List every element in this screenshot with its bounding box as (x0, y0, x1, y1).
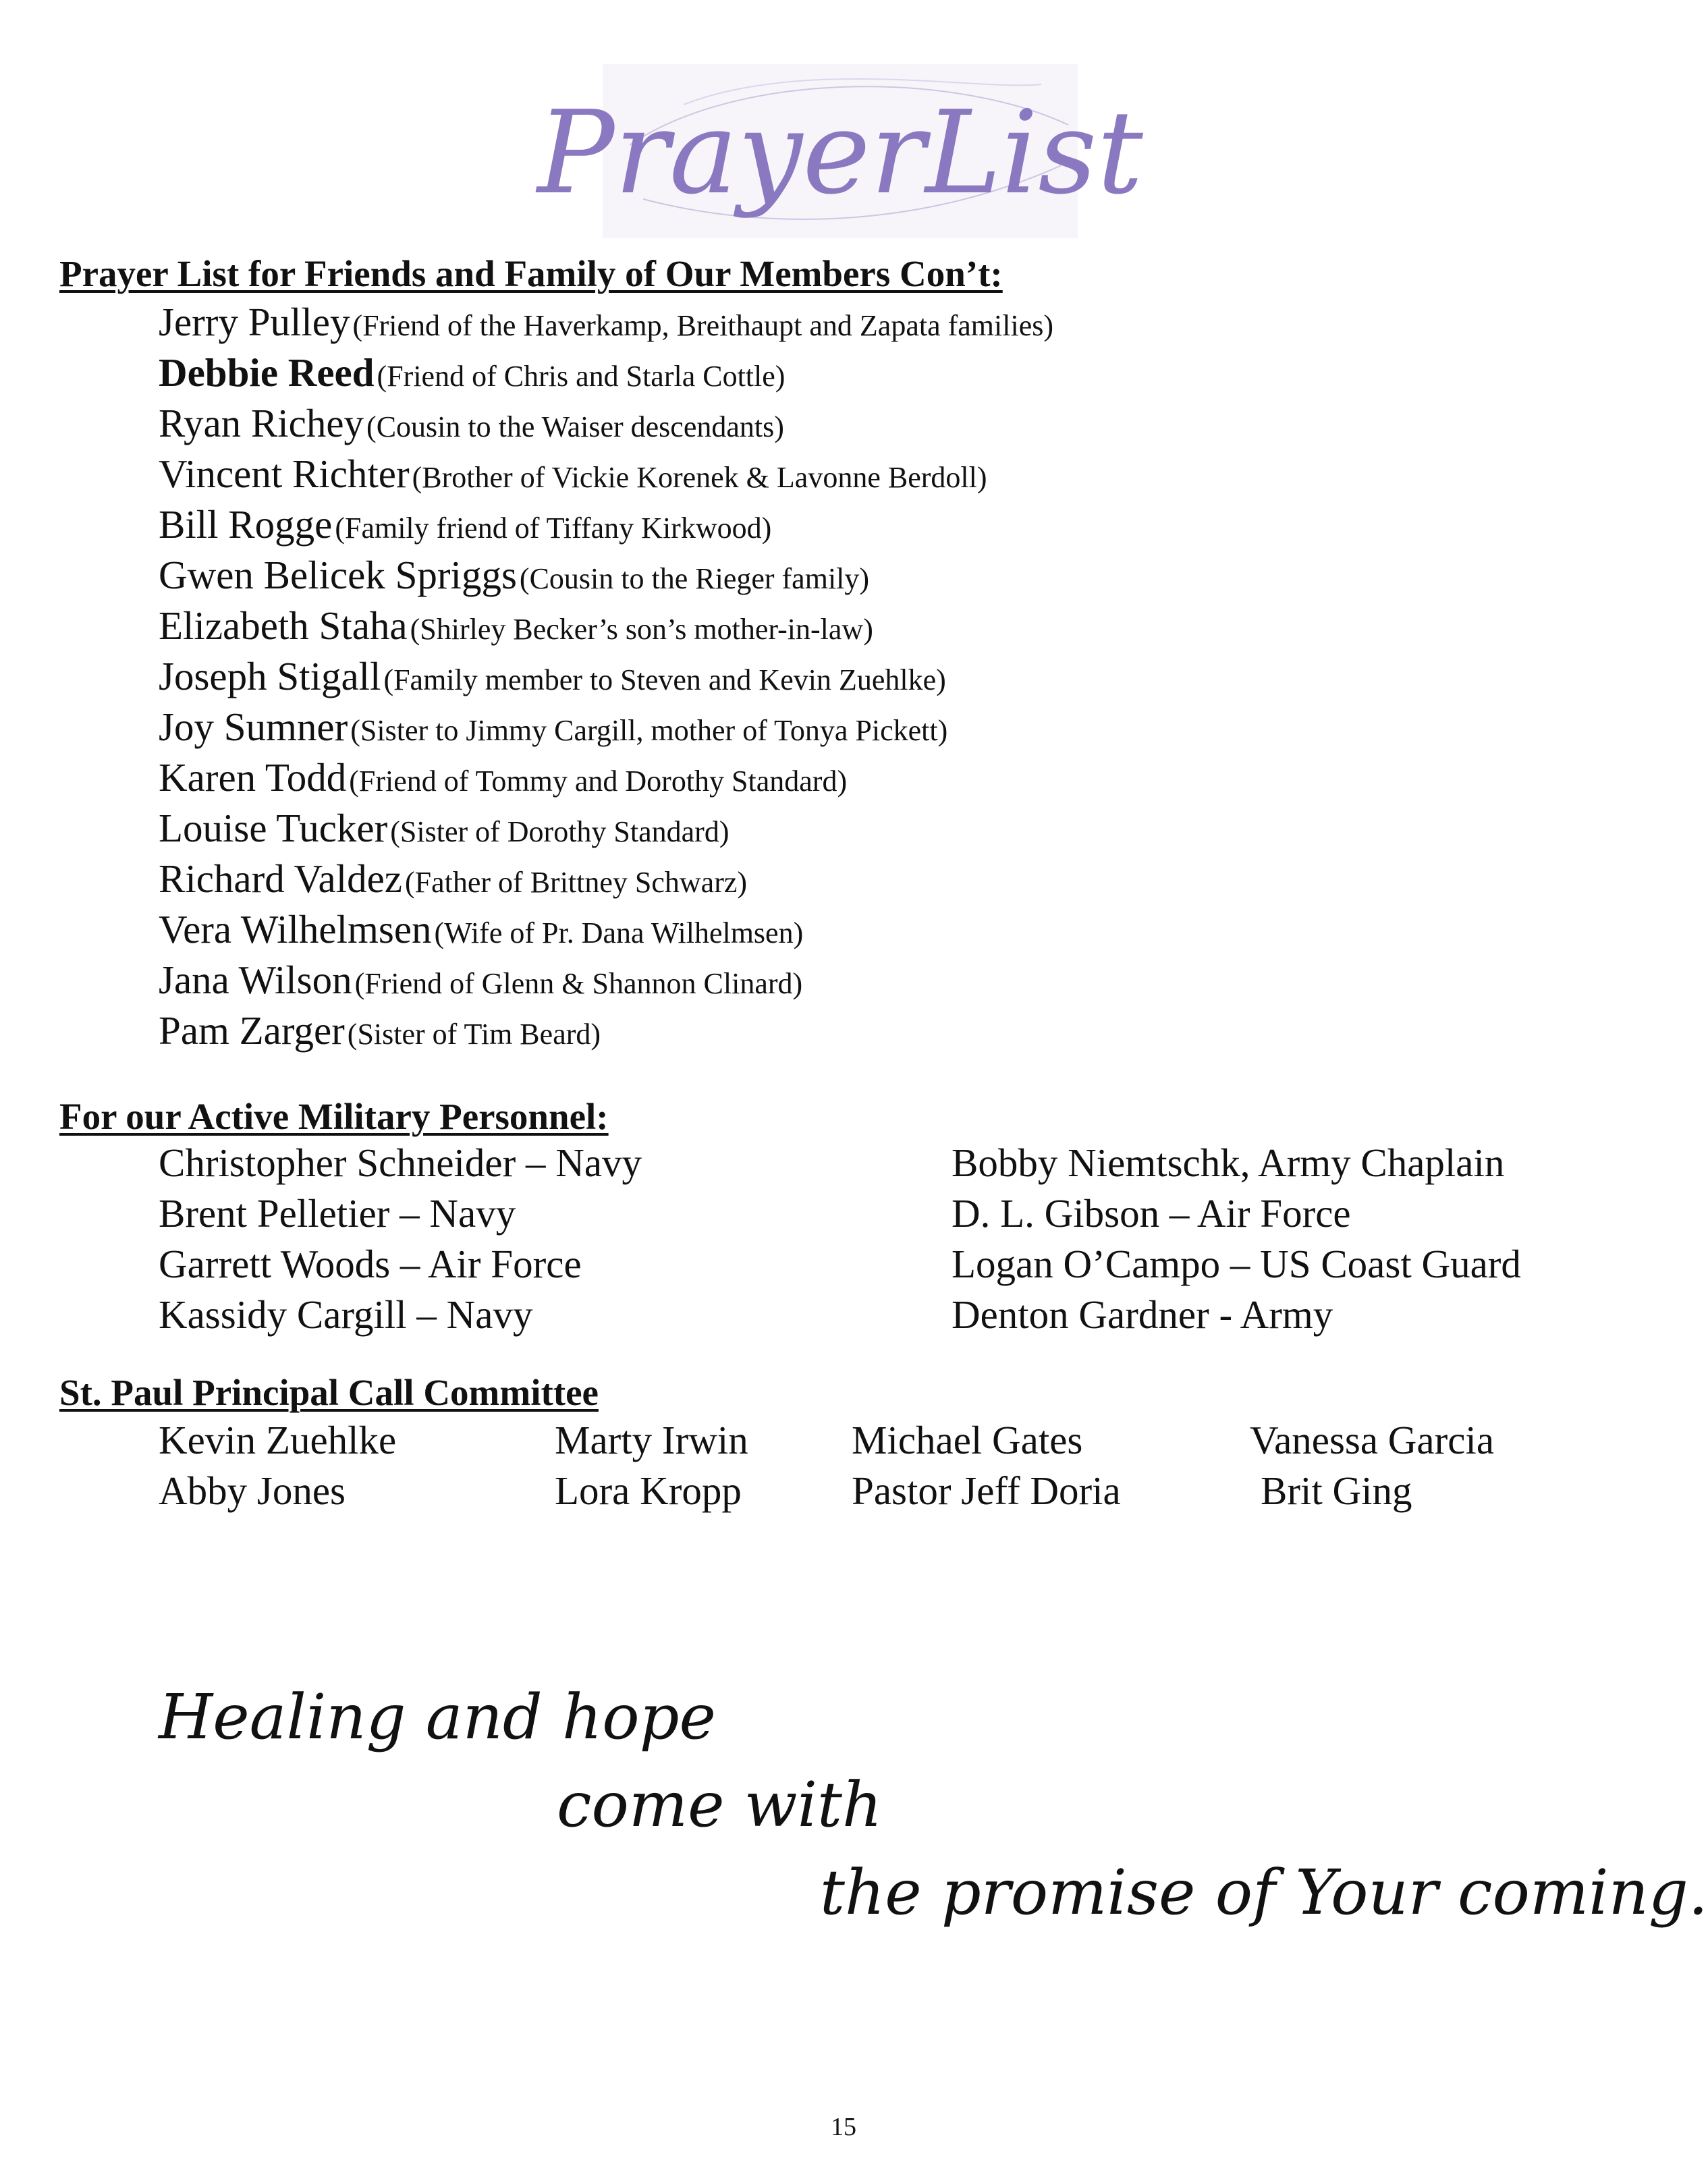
page-number: 15 (831, 2113, 856, 2141)
military-list-right (952, 1138, 1521, 1340)
list-item: Logan O’Campo – US Coast Guard (952, 1242, 1521, 1286)
list-item (159, 651, 1053, 702)
committee-member: Pastor Jeff Doria (852, 1468, 1121, 1513)
person-relation: (Friend of Glenn & Shannon Clinard) (354, 967, 803, 1000)
person-relation: (Cousin to the Waiser descendants) (366, 410, 784, 443)
military-list-left (159, 1138, 642, 1340)
person-relation: (Sister to Jimmy Cargill, mother of Tonya Pickett) (350, 714, 948, 747)
list-item (159, 955, 1053, 1005)
person-relation: (Family friend of Tiffany Kirkwood) (335, 512, 772, 545)
committee-member: Michael Gates (852, 1418, 1083, 1462)
committee-member: Brit Ging (1261, 1468, 1412, 1513)
committee-section-heading: St. Paul Principal Call Committee (59, 1372, 599, 1413)
committee-row (0, 1466, 1687, 1516)
verse-line-2: come with (557, 1769, 883, 1841)
verse-line-3: the promise of Your coming. (820, 1856, 1708, 1929)
person-name: Bill Rogge (159, 502, 333, 547)
person-relation: (Father of Brittney Schwarz) (404, 866, 748, 899)
list-item (159, 1005, 1053, 1056)
committee-member: Lora Kropp (555, 1468, 742, 1513)
list-item (159, 752, 1053, 803)
list-item (159, 499, 1053, 550)
list-item (159, 601, 1053, 651)
list-item (159, 348, 1053, 398)
list-item (159, 449, 1053, 499)
military-section-heading: For our Active Military Personnel: (59, 1096, 609, 1137)
list-item: Christopher Schneider – Navy (159, 1140, 642, 1185)
list-item (159, 702, 1053, 752)
person-name: Louise Tucker (159, 806, 388, 850)
person-relation: (Wife of Pr. Dana Wilhelmsen) (434, 916, 804, 949)
list-item: Brent Pelletier – Navy (159, 1191, 516, 1236)
prayer-list-logo (537, 64, 1143, 238)
person-name: Ryan Richey (159, 401, 364, 445)
list-item (159, 854, 1053, 904)
list-item (159, 297, 1053, 348)
person-relation: (Family member to Steven and Kevin Zuehlke) (383, 663, 946, 696)
person-relation: (Shirley Becker’s son’s mother-in-law) (410, 613, 873, 646)
person-name: Jana Wilson (159, 958, 352, 1002)
person-relation: (Cousin to the Rieger family) (519, 562, 870, 595)
committee-member: Marty Irwin (555, 1418, 748, 1462)
committee-member: Vanessa Garcia (1250, 1418, 1495, 1462)
friends-section-heading: Prayer List for Friends and Family of Our Members Con’t: (59, 253, 1003, 294)
person-name: Gwen Belicek Spriggs (159, 553, 517, 597)
person-relation: (Brother of Vickie Korenek & Lavonne Berdoll) (412, 461, 987, 494)
list-item: Denton Gardner - Army (952, 1292, 1333, 1337)
list-item (159, 398, 1053, 449)
list-item: Bobby Niemtschk, Army Chaplain (952, 1140, 1505, 1185)
list-item (159, 803, 1053, 854)
person-relation: (Sister of Tim Beard) (347, 1018, 601, 1051)
committee-member: Kevin Zuehlke (159, 1418, 397, 1462)
person-name: Elizabeth Staha (159, 603, 408, 648)
committee-row (0, 1415, 1687, 1466)
logo-text: PrayerList (537, 86, 1143, 220)
person-name: Vincent Richter (159, 451, 410, 496)
friends-prayer-list (159, 297, 1053, 1056)
person-name: Joy Sumner (159, 704, 348, 749)
person-name: Richard Valdez (159, 856, 402, 901)
person-relation: (Friend of the Haverkamp, Breithaupt and Zapata families) (352, 309, 1053, 342)
person-name: Karen Todd (159, 755, 347, 800)
person-name: Joseph Stigall (159, 654, 381, 698)
person-name: Jerry Pulley (159, 300, 350, 344)
list-item: Kassidy Cargill – Navy (159, 1292, 533, 1337)
person-name: Vera Wilhelmsen (159, 907, 432, 951)
person-name: Pam Zarger (159, 1008, 345, 1053)
person-relation: (Sister of Dorothy Standard) (390, 815, 729, 848)
list-item (159, 550, 1053, 601)
person-relation: (Friend of Tommy and Dorothy Standard) (349, 765, 848, 798)
list-item: D. L. Gibson – Air Force (952, 1191, 1351, 1236)
prayer-list-logo-art (537, 64, 1143, 238)
list-item (159, 904, 1053, 955)
committee-member: Abby Jones (159, 1468, 346, 1513)
person-relation: (Friend of Chris and Starla Cottle) (377, 360, 786, 393)
person-name: Debbie Reed (159, 350, 375, 395)
list-item: Garrett Woods – Air Force (159, 1242, 582, 1286)
verse-line-1: Healing and hope (159, 1681, 716, 1753)
